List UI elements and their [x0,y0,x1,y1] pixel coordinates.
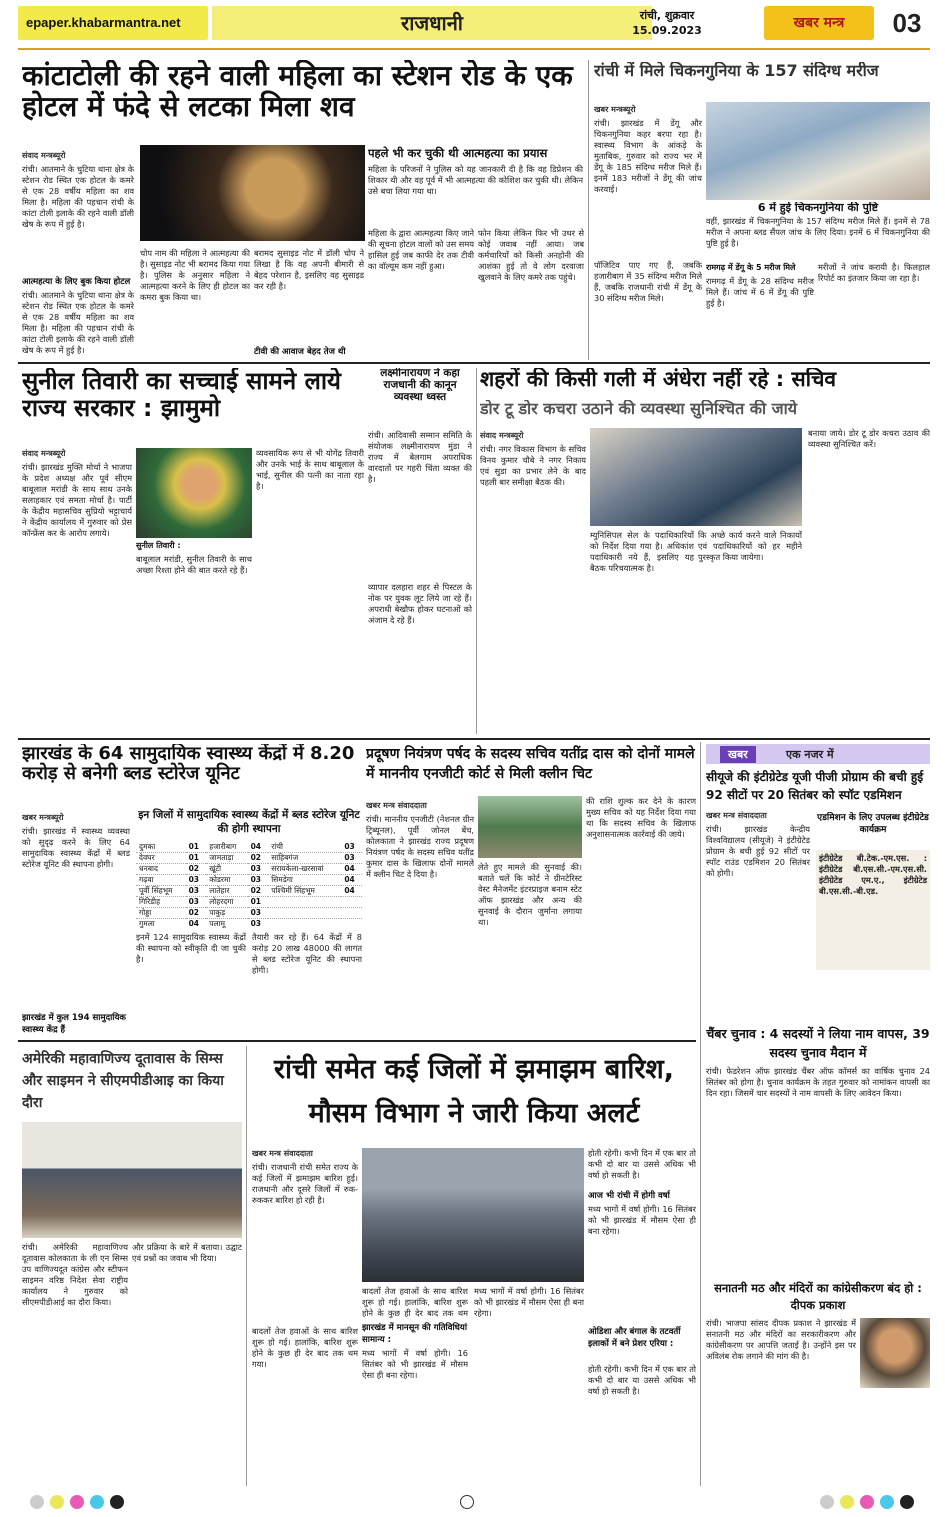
column-divider [700,742,701,1486]
registration-dot [110,1495,124,1509]
story2-byline: खबर मन्त्रब्यूरो [594,105,636,114]
story1-lead: रांची। आतमाने के चुटिया थाना क्षेत्र के स्टेशन रोड स्थित एक होटल के कमरे से एक 28 वर्षीय महिला का शव मिला है। महिला की पहचान रांची के कांटा टोली इलाके की रहने वाली डॉली खेष के रूप में हुई है। [22,164,134,229]
district-name-cell: पलामू [206,919,247,929]
deepak-photo [860,1318,930,1388]
table-row [136,864,362,875]
story8-body: रांची। झारखंड केन्द्रीय विश्वविद्यालय (सीयूजे) ने इंटीग्रेटेड प्रोग्राम के बची हुई 92 सीटों पर स्पॉट राउंड एडमिशन 20 सितंबर को होगी। [706,824,810,878]
story10-body: रांची। भाजपा सांसद दीपक प्रकाश ने झारखंड में सनातनी मठ और मंदिरों का सरकारीकरण और कांग्रेसीकरण पर आपत्ति जताई है। उन्होंने इस पर अविलंब रोक लगाने की मांग की है। [706,1318,856,1361]
story12-col4c: होती रहेगी। कभी दिन में एक बार तो कभी दो बार या उससे अधिक भी वर्षा हो सकती है। [588,1364,696,1396]
district-name-cell: पाकुड़ [206,908,247,919]
ngt-photo [478,796,582,858]
district-count-cell [341,908,362,919]
issue-date: 15.09.2023 [632,24,702,37]
registration-dot [840,1495,854,1509]
story1-byline: संवाद मन्त्रब्यूरो [22,151,66,160]
row-divider [18,362,930,364]
story6-byline: खबर मन्त्रब्यूरो [22,813,64,822]
story5-col2: म्युनिसिपल सेल के पदाधिकारियों को निर्देश दिया गया है। अधिकांश पदाधिकारी नये हैं, इसलिए यह बैठक परिचयात्मक है। [590,530,694,573]
story1-subhead: पहले भी कर चुकी थी आत्महत्या का प्रयास [368,146,548,160]
district-name-cell: हजारीबाग [206,842,247,853]
district-count-cell: 01 [248,897,269,908]
district-count-cell: 03 [186,886,207,897]
district-name-cell: जामताड़ा [206,853,247,864]
registration-dot [30,1495,44,1509]
district-name-cell [268,908,341,919]
table-row [136,842,362,853]
page-number: 03 [892,8,922,38]
district-name-cell: गिरिडीह [136,897,186,908]
story3-photo-caption: सुनील तिवारी : [136,541,181,550]
registration-dot [50,1495,64,1509]
district-name-cell: गुमला [136,919,186,929]
brand-logo: खबर मन्त्र [764,6,874,40]
row-divider [18,1040,696,1042]
district-name-cell: गढ़वा [136,875,186,886]
district-count-cell: 04 [341,875,362,886]
noose-photo [140,145,365,241]
district-table-grid [136,842,362,928]
story5-col1: रांची। नगर विकास विभाग के सचिव विनय कुमार चौबे ने नगर निकाय एवं सुडा का प्रभार लेने के बाद पहली बार समीक्षा बैठक की। [480,444,586,487]
story5-col3: कि अच्छे कार्य करने वाले निकायों एवं पदाधिकारियों को हर महीने पुरस्कृत किया जायेगा। [698,530,802,562]
story12-col1b: बादलों तेज हवाओं के साथ बारिश शुरू हो गई। हालांकि, बारिश शुरू होने के कुछ ही देर बाद तक थम गया। [252,1326,358,1369]
rain-photo [362,1148,584,1282]
story8-box-body: इंटीग्रेटेड बी.टेक.-एम.एस. : इंटीग्रेटेड बी.एस.सी.-एम.एस.सी. इंटीग्रेटेड एम.ए., इंटीग्रेटेड बी.एस.सी.-बी.एड. [816,850,930,970]
story12-side-title2: ओडिशा और बंगाल के तटवर्ती इलाकों में बने प्रेशर एरिया : [588,1327,681,1349]
story1-col4: महिला के द्वारा आत्महत्या किए जाने की सूचना होटल वालों को उस समय हासिल हुई जब काफी देर तक टीवी का वॉल्यूम कम नहीं हुआ। [368,228,474,271]
district-count-cell: 01 [186,842,207,853]
registration-dot [70,1495,84,1509]
district-count-cell [341,897,362,908]
district-count-cell: 02 [248,886,269,897]
district-name-cell: लातेहार [206,886,247,897]
crosshair-mark [460,1495,474,1509]
site-url[interactable]: epaper.khabarmantra.net [18,6,208,40]
story1-subhead-body: महिला के परिजनों ने पुलिस को यह जानकारी दी है कि वह डिप्रेशन की शिकार थी और वह पूर्व में भी आत्महत्या की कोशिश कर चुकी थी। लेकिन उसे बचा लिया गया था। [368,164,583,196]
district-name-cell: पश्चिमी सिंहभूम [268,886,341,897]
story6-col3: तैयारी कर रहे हैं। 64 केंद्रों में 8 करोड़ 20 लाख 48000 की लागत से ब्लड स्टोरेज यूनिट की स्थापना होगी। [252,932,362,975]
district-name-cell [268,919,341,929]
district-name-cell: धनबाद [136,864,186,875]
section-title: राजधानी [212,6,652,40]
table-row [136,897,362,908]
district-count-cell: 02 [186,864,207,875]
story12-col3: मध्य भागों में वर्षा होगी। 16 सितंबर को भी झारखंड में मौसम ऐसा ही बना रहेगा। [474,1286,584,1318]
consulate-photo [22,1122,242,1238]
district-count-cell: 03 [248,919,269,929]
registration-dot [90,1495,104,1509]
story2-headline: रांची में मिले चिकनगुनिया के 157 संदिग्ध मरीज [594,62,879,80]
district-count-cell: 04 [341,886,362,897]
district-count-cell: 03 [248,864,269,875]
story10-headline: सनातनी मठ और मंदिरों का कांग्रेसीकरण बंद हो : दीपक प्रकाश [714,1281,922,1312]
story11-headline: अमेरिकी महावाणिज्य दूतावास के सिम्स और साइमन ने सीएमपीडीआइ का किया दौरा [22,1051,224,1111]
column-divider [588,60,589,360]
story12-side-title: आज भी रांची में होगी वर्षा [588,1191,670,1201]
hospital-photo [706,102,930,200]
district-count-cell: 03 [248,908,269,919]
table-row [136,886,362,897]
district-name-cell: कोडरमा [206,875,247,886]
story2-col4: मरीजों ने जांच करायी है। फिलहाल रिपोर्ट का इंतजार किया जा रहा है। [818,262,930,283]
story3-col2: बाबूलाल मरांडी, सुनील तिवारी के साथ अच्छा रिश्ता होने की बात करते रहे हैं। [136,554,252,575]
meeting-photo [590,428,802,526]
story11-body: रांची। अमेरिकी महावाणिज्य दूतावास कोलकाता के ली एन सिम्स उप वाणिज्यदूत कांग्रेस और स्टीफन साइमन वरिष्ठ निदेश सेवा राष्ट्रीय कार्यालय ने गुरुवार को सीएमपीडीआई का दौरा किया। [22,1242,128,1307]
registration-dot [860,1495,874,1509]
district-name-cell: रांची [268,842,341,853]
story5-col4: बनाया जाये। डोर टू डोर कचरा उठाव की व्यवस्था सुनिश्चित करें। [808,428,930,449]
story7-byline: खबर मन्त्र संवाददाता [366,801,427,810]
story12-col2: बादलों तेज हवाओं के साथ बारिश शुरू हो गई। हालांकि, बारिश शुरू होने के कुछ ही देर बाद तक थम [362,1286,468,1318]
story2-caption-body: वहीं, झारखंड में चिकनगुनिया के 157 संदिग्ध मरीज मिले हैं। इनमें से 78 मरीज ने अपना ब्लड सैंपल जांच के लिए दिया। इनमें 6 में चिकनगुनिया की पुष्टि हुई है। [706,216,930,248]
table-row [136,908,362,919]
story1-col3-tail: टीवी की आवाज बेहद तेज थी [254,347,346,357]
district-name-cell: लोहरदगा [206,897,247,908]
story12-subhead: झारखंड में मानसून की गतिविधियां सामान्य : [362,1323,468,1345]
story4-body: रांची। आदिवासी सम्मान समिति के संयोजक लक्ष्मीनारायण मुंडा ने राज्य में बेलगाम अपराधिक वारदातों पर गहरी चिंता व्यक्त की है। [368,430,472,484]
story1-headline: कांटाटोली की रहने वाली महिला का स्टेशन रोड के एक होटल में फंदे से लटका मिला शव [22,60,573,124]
district-count-cell: 03 [341,853,362,864]
story3-headline: सुनील तिवारी का सच्चाई सामने लाये राज्य सरकार : झामुमो [22,368,341,422]
story6-col1: रांची। झारखंड में स्वास्थ्य व्यवस्था को सुदृढ़ करने के लिए 64 सामुदायिक स्वास्थ्य केंद्रों में ब्लड स्टोरेज यूनिट की स्थापना होगी। [22,826,130,869]
district-name-cell: खूंटी [206,864,247,875]
district-count-cell: 04 [186,919,207,929]
table-row [136,919,362,929]
glance-label: एक नजर में [786,748,834,761]
registration-dot [880,1495,894,1509]
story1-col5: फोन किया लेकिन फिर भी उधर से कोई जवाब नहीं आया। जब कर्मचारियों को किसी अनहोनी की आशंका हुई तो वे लोग दरवाजा खुलवाने के लिए कमरे तक पहुंचे। [478,228,584,282]
district-count-cell: 04 [341,864,362,875]
story4-body2: व्यापार दलहारा शहर से पिस्टल के नोक पर युवक लूट लिये जा रहे हैं। अपराधी बेखौफ होकर घटनाओं को अंजाम दे रहे हैं। [368,582,472,625]
story6-col2: इनमें 124 सामुदायिक स्वास्थ्य केंद्रों की स्थापना को स्वीकृति दी जा चुकी है। [136,932,246,964]
city-day: रांची, शुक्रवार [639,9,695,22]
story9-headline: चैंबर चुनाव : 4 सदस्यों ने लिया नाम वापस, 39 सदस्य चुनाव मैदान में [706,1026,930,1060]
date-block [612,8,722,38]
story5-subhead: डोर टू डोर कचरा उठाने की व्यवस्था सुनिश्चित की जाये [480,400,798,418]
story6-headline: झारखंड के 64 सामुदायिक स्वास्थ्य केंद्रों में 8.20 करोड़ से बनेगी ब्लड स्टोरेज यूनिट [22,744,355,785]
story3-byline: संवाद मन्त्रब्यूरो [22,449,66,458]
registration-strip [0,1488,945,1517]
district-name-cell [268,897,341,908]
district-name-cell: दुमका [136,842,186,853]
story3-col1: रांची। झारखंड मुक्ति मोर्चा ने भाजपा के प्रदेश अध्यक्ष और पूर्व सीएम बाबूलाल मरांडी के साथ साथ उनके सलाहकार एवं समता मोर्चा है। पार्टी के केंद्रीय महासचिव सुप्रियो भट्टाचार्य ने केंद्रीय कार्यालय में गुरुवार को प्रेस कॉन्फ्रेंस कर के आरोप लगाये। [22,462,132,538]
story12-byline: खबर मन्त्र संवाददाता [252,1149,313,1158]
story12-headline: रांची समेत कई जिलों में झमाझम बारिश, मौसम विभाग ने जारी किया अलर्ट [274,1054,674,1129]
story9-body: रांची। फेडरेशन ऑफ झारखंड चैंबर ऑफ कॉमर्स का वार्षिक चुनाव 24 सितंबर को होगा है। चुनाव कार्यक्रम के तहत गुरुवार को नामांकन वापसी का दिन रहा। जिसमें चार सदस्यों ने नाम वापसी के लिए आवेदन किया। [706,1066,930,1098]
district-name-cell: देवघर [136,853,186,864]
masthead [0,0,945,52]
khabar-label: खबर [720,746,756,763]
district-count-cell [341,919,362,929]
story1-sidebar-title: आत्महत्या के लिए बुक किया होटल [22,277,131,287]
table-row [136,875,362,886]
story12-col1: रांची। राजधानी रांची समेत राज्य के कई जिलों में झमाझम बारिश हुई। राजधानी और दूसरे जिलों में रुक-रुककर बारिश हो रही है। [252,1162,358,1205]
story1-col3: बरामद सुसाइड नोट में डॉली चोप ने लिखा है कि वह अपनी बीमारी से बेहद परेशान है, इसलिए वह सुसाइड कर रही है। [254,248,364,291]
district-count-cell: 04 [248,842,269,853]
story2-caption: 6 में हुई चिकनगुनिया की पुष्टि [757,202,879,214]
story5-byline: संवाद मन्त्रब्यूरो [480,431,524,440]
story12-col4b: मध्य भागों में वर्षा होगी। 16 सितंबर को भी झारखंड में मौसम ऐसा ही बना रहेगा। [588,1204,696,1236]
story8-byline: खबर मन्त्र संवाददाता [706,811,767,820]
district-name-cell: सरायकेला-खरसावां [268,864,341,875]
registration-dot [900,1495,914,1509]
story2-sidebar-title: रामगढ़ में डेंगू के 5 मरीज मिले [706,263,796,272]
story12-col2b: मध्य भागों में वर्षा होगी। 16 सितंबर को भी झारखंड में मौसम ऐसा ही बना रहेगा। [362,1348,468,1380]
district-name-cell: सिमडेगा [268,875,341,886]
story5-headline: शहरों की किसी गली में अंधेरा नहीं रहे : सचिव [480,368,837,391]
district-count-cell: 01 [186,853,207,864]
story1-col2: चोप नाम की महिला ने आत्महत्या की है। सुसाइड नोट भी बरामद किया गया है। पुलिस के अनुसार महिला ने आत्महत्या करने के लिए ही होटल का कमरा बुक किया था। [140,248,250,302]
registration-dot [820,1495,834,1509]
news-glance-banner [706,744,930,764]
story7-col2: लेते हुए मामले की सुनवाई की। बताते चलें कि कोर्ट ने ग्रीनटेरिस्ट वेस्ट मैनेजमेंट इंटरप्राइज बनाम स्टेट ऑफ झारखंड और अन्य की सुनवाई के दौरान जुर्माना लगाया था। [478,862,582,927]
district-count-cell: 03 [341,842,362,853]
story3-col3: व्यवसायिक रूप से भी योगेंद्र तिवारी और उनके भाई के साथ बाबूलाल के भाई, सुनील की पत्नी का नाता रहा है। [256,448,364,491]
story6-table-title: इन जिलों में सामुदायिक स्वास्थ्य केंद्रों में ब्लड स्टोरेज यूनिट की होगी स्थापना [138,809,360,835]
district-count-cell: 03 [186,875,207,886]
story8-headline: सीयूजे की इंटीग्रेटेड यूजी पीजी प्रोग्राम की बची हुई 92 सीटों पर 20 सितंबर को स्पॉट एडमिशन [706,770,924,802]
story1-sidebar-body: रांची। आतमाने के चुटिया थाना क्षेत्र के स्टेशन रोड स्थित एक होटल के कमरे से एक 28 वर्षीय महिला का शव मिला है। महिला की पहचान रांची के कांटा टोली इलाके की रहने वाली डॉली खेष के रूप में हुई है। [22,290,134,355]
story6-sidebar-title: झारखंड में कुल 194 सामुदायिक स्वास्थ्य केंद्र हैं [22,1013,126,1035]
masthead-divider [18,48,930,50]
story11-body2: और प्रक्रिया के बारे में बताया। उद्घाट एवं प्रश्नों का जवाब भी दिया। [132,1242,242,1263]
district-count-cell: 02 [186,908,207,919]
row-divider [18,738,930,740]
table-row [136,853,362,864]
district-name-cell: गोड्डा [136,908,186,919]
district-table [136,842,362,928]
story2-col1: रांची। झारखंड में डेंगू और चिकनगुनिया कहर बरपा रहा है। स्वास्थ्य विभाग के आंकड़े के मुताबिक, गुरुवार को राज्य भर में डेंगू के 185 संदिग्ध मरीज मिले हैं। इनमें 183 मरीजों ने डेंगू की जांच करवाई। [594,118,702,194]
story8-box-title: एडमिशन के लिए उपलब्ध इंटीग्रेटेड कार्यक्रम [817,813,929,835]
story7-headline: प्रदूषण नियंत्रण पर्षद के सदस्य सचिव यतींद्र दास को दोनों मामले में माननीय एनजीटी कोर्ट से मिली क्लीन चिट [366,746,695,782]
district-name-cell: साहिबगंज [268,853,341,864]
column-divider [476,368,477,734]
story4-headline: लक्ष्मीनारायण ने कहा राजधानी की कानून व्यवस्था ध्वस्त [380,368,460,403]
story2-col2: पॉजिटिव पाए गए हैं, जबकि हजारीबाग में 35 संदिग्ध मरीज मिले हैं, जबकि राजधानी रांची में डेंगू के 30 संदिग्ध मरीज मिले। [594,260,702,303]
story2-col3: रामगढ़ में डेंगू के 28 संदिग्ध मरीज मिले हैं। जांच में 6 में डेंगू की पुष्टि हुई है। [706,276,814,308]
district-count-cell: 03 [248,875,269,886]
district-name-cell: पूर्वी सिंहभूम [136,886,186,897]
district-count-cell: 02 [248,853,269,864]
district-count-cell: 03 [186,897,207,908]
press-photo [136,448,252,538]
story12-col4: होती रहेगी। कभी दिन में एक बार तो कभी दो बार या उससे अधिक भी वर्षा हो सकती है। [588,1148,696,1180]
story7-col3: की राशि शुल्क कर देने के कारण मुख्य सचिव को यह निर्देश दिया गया था कि सदस्य सचिव के खिलाफ अनुशासनात्मक कार्रवाई की जाये। [586,796,696,839]
column-divider [246,1046,247,1486]
story7-col1: रांची। माननीय एनजीटी (नेशनल ग्रीन ट्रिब्यूनल), पूर्वी जोनल बेंच, कोलकाता ने झारखंड राज्य प्रदूषण नियंत्रण पर्षद के सदस्य सचिव यतींद्र कुमार दास के खिलाफ दोनों मामले में क्लीन चिट दे दिया है। [366,814,474,879]
